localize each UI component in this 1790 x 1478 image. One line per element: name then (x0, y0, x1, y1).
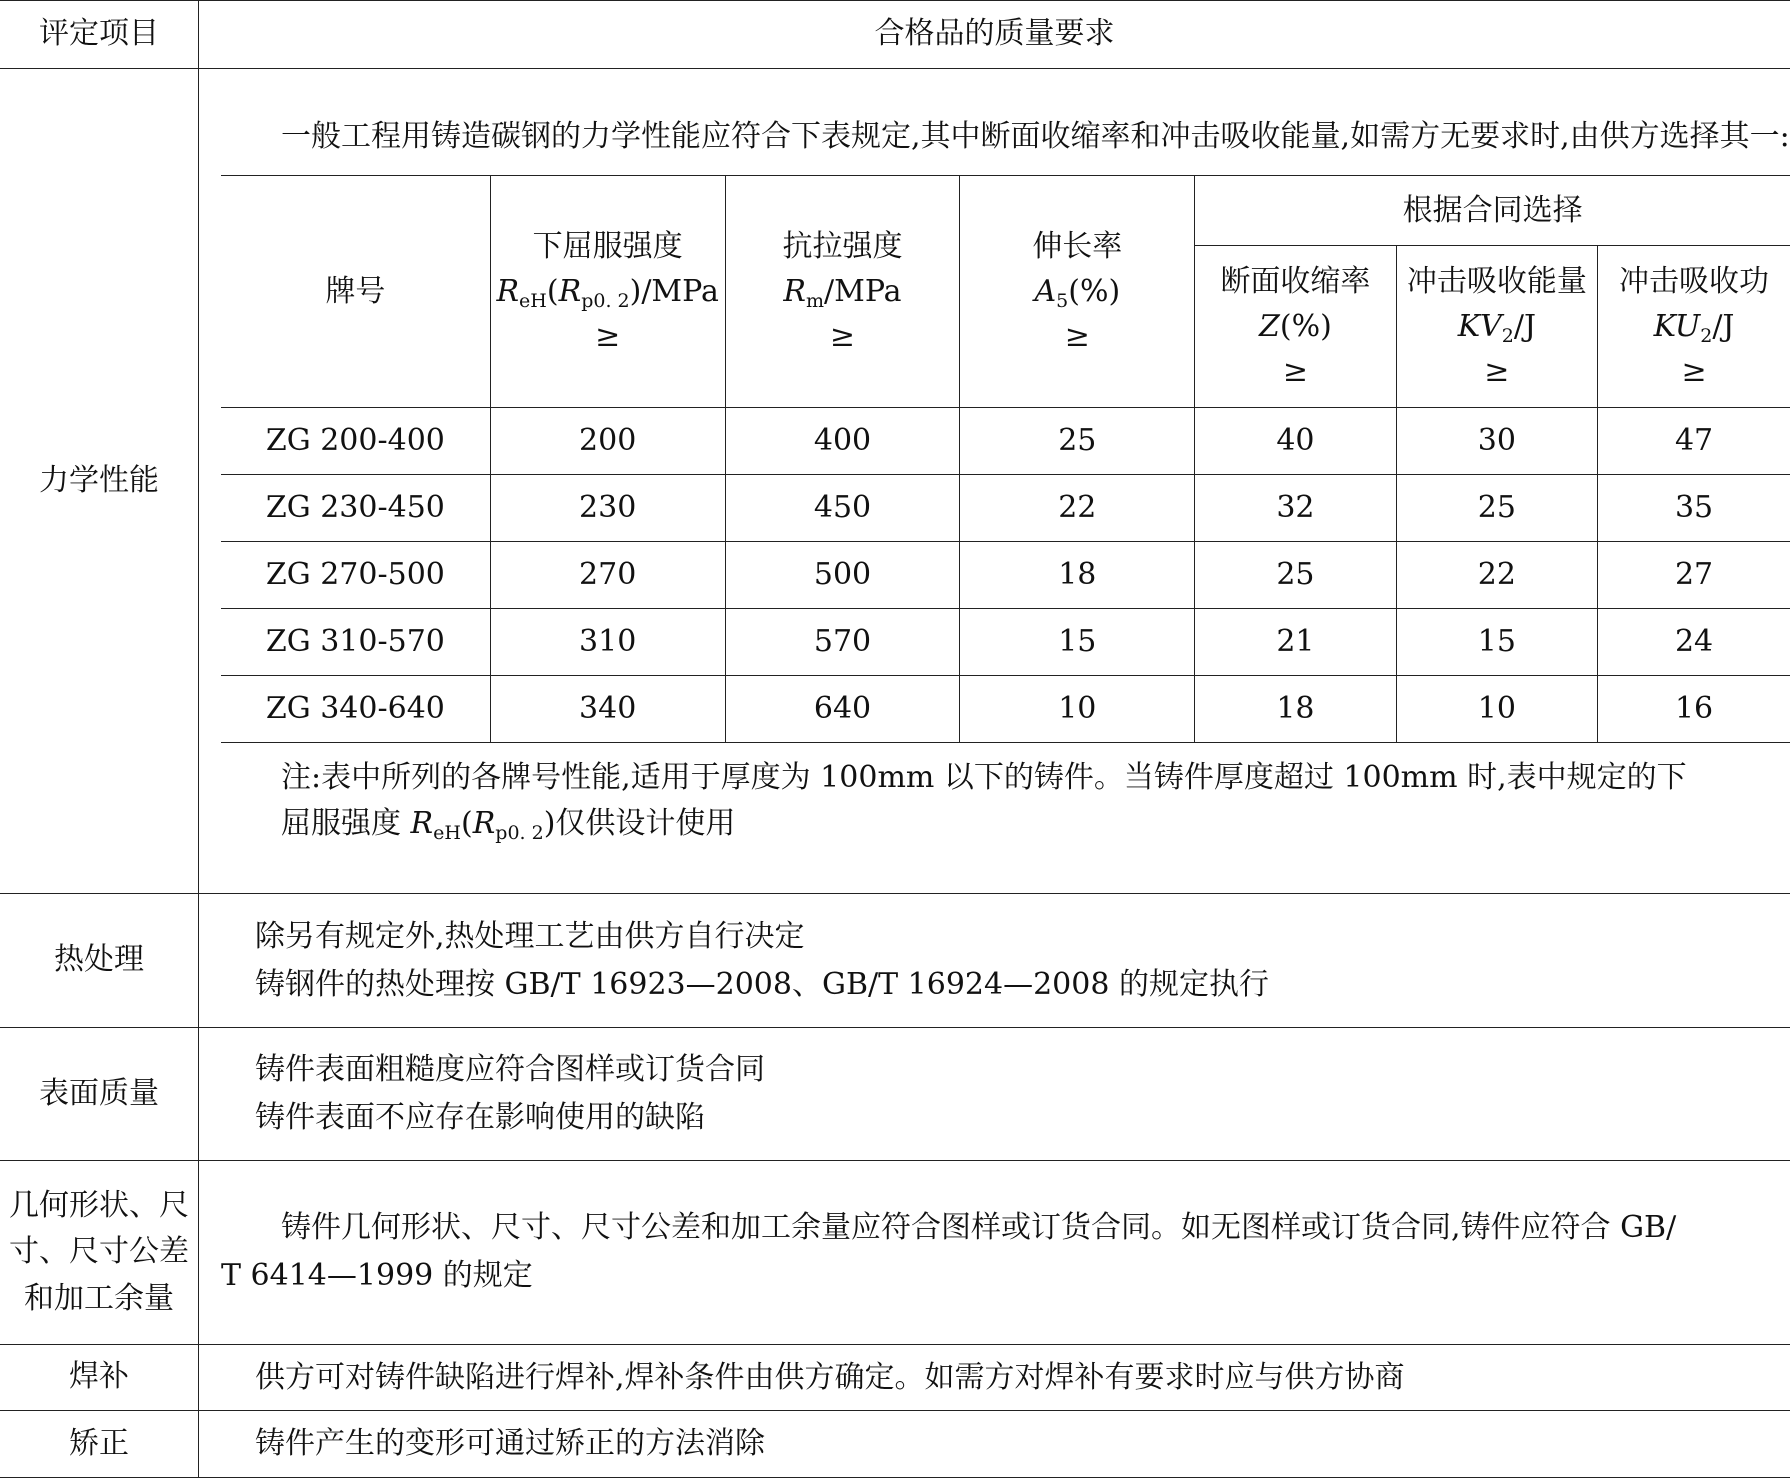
value-cell: 15 (1396, 608, 1597, 675)
table-row (221, 541, 1790, 608)
table-row (221, 675, 1790, 742)
col-reduction: 断面收缩率 Z(%) ≥ (1195, 245, 1396, 407)
value-cell: 450 (725, 474, 960, 541)
heat-line-2: 铸钢件的热处理按 GB/T 16923—2008、GB/T 16924—2008 的规定执行 (255, 966, 1269, 1002)
row-surface (0, 1027, 1790, 1160)
value-cell: 22 (1396, 541, 1597, 608)
col-grade: 牌号 (221, 175, 490, 407)
table-row (221, 608, 1790, 675)
value-cell: 25 (1195, 541, 1396, 608)
col-group-contract: 根据合同选择 (1195, 175, 1790, 245)
item-geometry: 几何形状、尺 寸、尺寸公差 和加工余量 (0, 1160, 199, 1344)
col-tensile: 抗拉强度 $R_m$/MPa ≥ (725, 175, 960, 407)
item-straighten: 矫正 (0, 1411, 199, 1478)
row-straighten (0, 1411, 1790, 1478)
surface-line-2: 铸件表面不应存在影响使用的缺陷 (255, 1099, 705, 1135)
value-cell: 500 (725, 541, 960, 608)
item-welding: 焊补 (0, 1344, 199, 1411)
header-requirement: 合格品的质量要求 (199, 1, 1790, 69)
item-mechanical: 力学性能 (0, 68, 199, 894)
value-cell: 200 (490, 407, 725, 474)
value-cell: 47 (1598, 407, 1790, 474)
mechanical-intro: 一般工程用铸造碳钢的力学性能应符合下表规定,其中断面收缩率和冲击吸收能量,如需方无要求时,由供方选择其一: (281, 119, 1790, 155)
geometry-line-2: T 6414—1999 的规定 (221, 1258, 533, 1294)
grade-cell: ZG 310-570 (221, 608, 490, 675)
grade-cell: ZG 200-400 (221, 407, 490, 474)
row-welding (0, 1344, 1790, 1411)
value-cell: 25 (1396, 474, 1597, 541)
mechanical-properties-table (221, 175, 1790, 743)
table-row (221, 474, 1790, 541)
row-mechanical (0, 68, 1790, 894)
value-cell: 18 (1195, 675, 1396, 742)
surface-line-1: 铸件表面粗糙度应符合图样或订货合同 (255, 1051, 765, 1087)
value-cell: 270 (490, 541, 725, 608)
value-cell: 10 (960, 675, 1195, 742)
heat-line-1: 除另有规定外,热处理工艺由供方自行决定 (255, 918, 805, 954)
row-heat (0, 894, 1790, 1027)
grade-cell: ZG 270-500 (221, 541, 490, 608)
mechanical-note: 注:表中所列的各牌号性能,适用于厚度为 100mm 以下的铸件。当铸件厚度超过 100mm 时,表中规定的下 屈服强度 $R_{eH}(R_{p0. 2})$仅供设计使用 (281, 759, 1687, 845)
value-cell: 32 (1195, 474, 1396, 541)
straighten-text: 铸件产生的变形可通过矫正的方法消除 (199, 1411, 1790, 1478)
value-cell: 21 (1195, 608, 1396, 675)
value-cell: 230 (490, 474, 725, 541)
value-cell: 15 (960, 608, 1195, 675)
geometry-line-1: 铸件几何形状、尺寸、尺寸公差和加工余量应符合图样或订货合同。如无图样或订货合同,铸件应符合 GB/ (281, 1210, 1677, 1246)
value-cell: 18 (960, 541, 1195, 608)
value-cell: 310 (490, 608, 725, 675)
value-cell: 22 (960, 474, 1195, 541)
grade-cell: ZG 230-450 (221, 474, 490, 541)
value-cell: 25 (960, 407, 1195, 474)
value-cell: 640 (725, 675, 960, 742)
table-row (221, 407, 1790, 474)
col-kv: 冲击吸收能量 $KV_2/J$ ≥ (1396, 245, 1597, 407)
item-surface: 表面质量 (0, 1027, 199, 1160)
mechanical-data-rows (221, 407, 1790, 742)
col-ku: 冲击吸收功 $KU_2/J$ ≥ (1598, 245, 1790, 407)
value-cell: 16 (1598, 675, 1790, 742)
row-geometry (0, 1160, 1790, 1344)
col-elongation: 伸长率 $A_5(\%)$ ≥ (960, 175, 1195, 407)
value-cell: 35 (1598, 474, 1790, 541)
header-item: 评定项目 (0, 1, 199, 69)
value-cell: 30 (1396, 407, 1597, 474)
value-cell: 340 (490, 675, 725, 742)
value-cell: 24 (1598, 608, 1790, 675)
value-cell: 10 (1396, 675, 1597, 742)
col-yield: 下屈服强度 $R_{eH}(R_{p0. 2})$/MPa ≥ (490, 175, 725, 407)
value-cell: 27 (1598, 541, 1790, 608)
value-cell: 570 (725, 608, 960, 675)
header-row (0, 1, 1790, 69)
value-cell: 40 (1195, 407, 1396, 474)
value-cell: 400 (725, 407, 960, 474)
item-heat: 热处理 (0, 894, 199, 1027)
grade-cell: ZG 340-640 (221, 675, 490, 742)
welding-text: 供方可对铸件缺陷进行焊补,焊补条件由供方确定。如需方对焊补有要求时应与供方协商 (199, 1344, 1790, 1411)
